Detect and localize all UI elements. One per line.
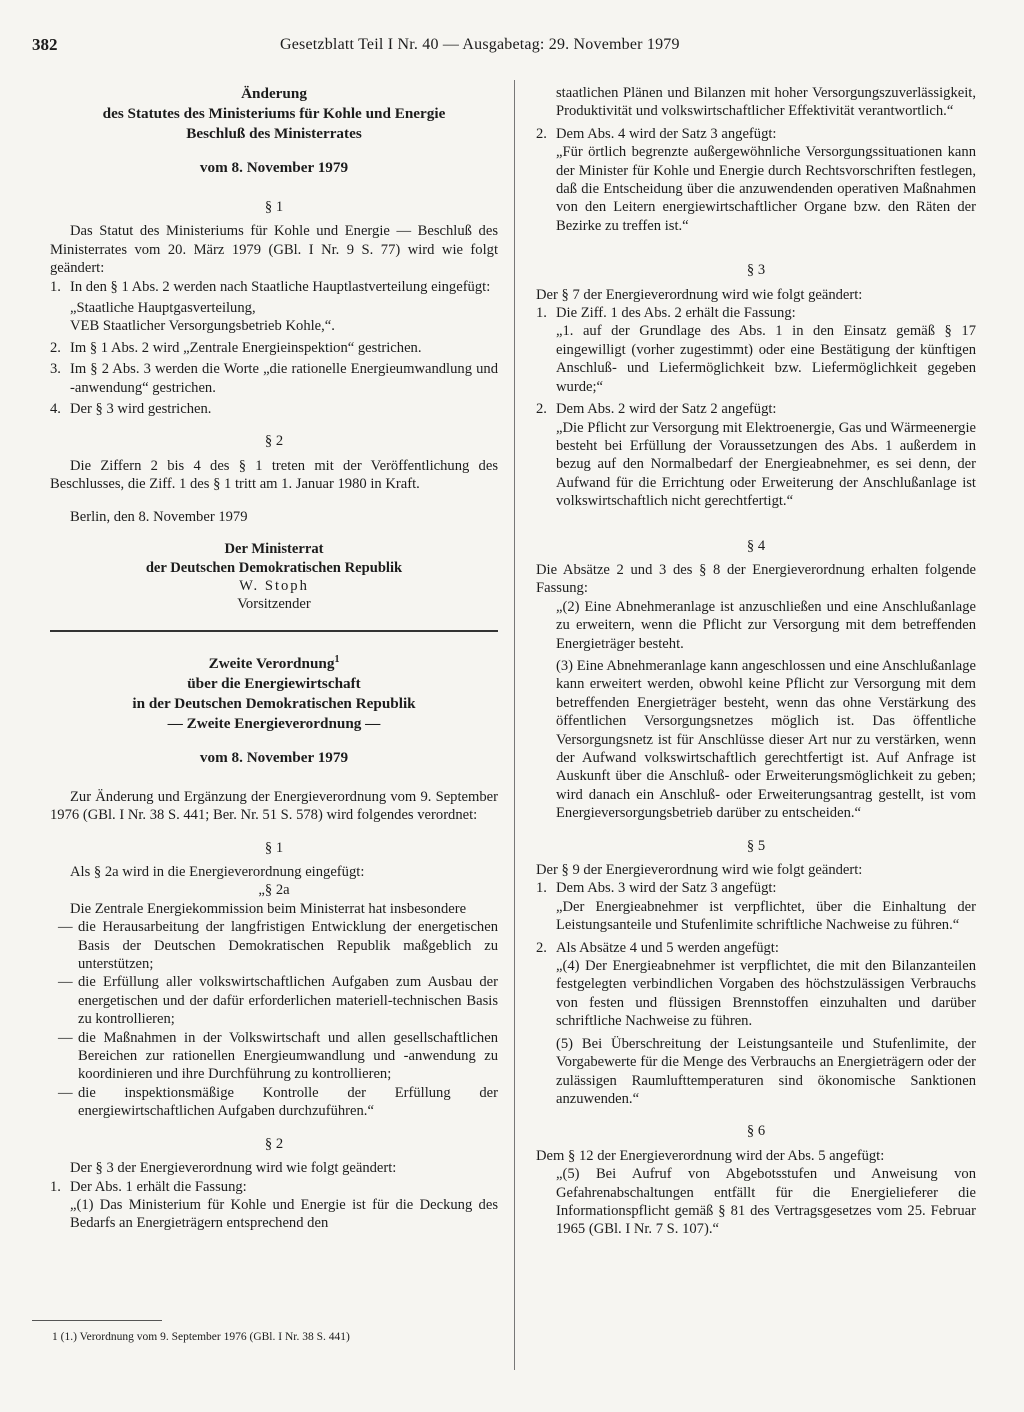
right-column <box>536 84 976 1239</box>
list-number: 1. <box>50 278 61 295</box>
doc2-section-heading: § 5 <box>746 837 766 854</box>
list-number: 1. <box>536 880 547 897</box>
doc1-section-heading: § 1 <box>264 199 284 215</box>
header-title: Gesetzblatt Teil I Nr. 40 — Ausgabetag: 29. November 1979 <box>280 36 680 53</box>
doc2-s6-intro: Dem § 12 der Energieverordnung wird der Abs. 5 angefügt: <box>536 1147 885 1164</box>
list-text: Der § 3 wird gestrichen. <box>70 401 212 418</box>
list-item <box>50 400 498 418</box>
quote-text: „(4) Der Energieabnehmer ist verpflichtet, die mit den Bilanzanteilen festgelegten verbindlichen Vorgaben des höchstzulässigen Verbrauchs von festen und flüssigen Brennstoffen einzuhalten und darüber schriftliche Nachweise zu führen. <box>556 958 976 1030</box>
list-item: — die Erfüllung aller volkswirtschaftlichen Aufgaben zum Ausbau der energetischen und der dafür erforderlichen materiell-technischen Basis zu kontrollieren; <box>58 974 498 1028</box>
quote-line: VEB Staatlicher Versorgungsbetrieb Kohle,“. <box>70 318 335 335</box>
list-item <box>50 360 498 397</box>
quote-text: „(1) Das Ministerium für Kohle und Energie ist für die Deckung des Bedarfs an Energieträgern entsprechend den <box>70 1196 498 1232</box>
doc2-section-heading: § 1 <box>264 839 284 856</box>
doc2-s5-intro: Der § 9 der Energieverordnung wird wie folgt geändert: <box>536 862 863 879</box>
footnote-divider <box>32 1320 162 1321</box>
quote-line: „Staatliche Hauptgasverteilung, <box>70 300 256 317</box>
page-number: 382 <box>32 35 58 54</box>
doc1-section-heading: § 2 <box>264 433 284 450</box>
doc2-section-heading: § 2 <box>264 1135 284 1152</box>
quote-text: „Der Energieabnehmer ist verpflichtet, über die Einhaltung der Leistungsanteile und Stufenlimite schriftliche Nachweise zu führen.“ <box>556 898 976 934</box>
list-number: 2. <box>536 401 547 418</box>
doc2-section-heading: § 3 <box>746 262 766 279</box>
list-number: 2. <box>50 339 61 356</box>
quote-text: „(5) Bei Aufruf von Abgebotsstufen und Anweisung von Gefahrenabschaltungen entfällt für die Energielieferer die Informationspflicht gemäß § 81 des Vertragsgesetzes vom 25. Februar 1965 (GBl. I Nr. 7 S. 107).“ <box>556 1166 976 1238</box>
doc2-title-line: Zweite Verordnung$^1$ <box>208 653 340 672</box>
list-number: 3. <box>50 361 61 378</box>
doc2-s4-intro: Die Absätze 2 und 3 des § 8 der Energieverordnung erhalten folgende Fassung: <box>536 561 976 597</box>
page-header <box>32 36 992 60</box>
list-text: Dem Abs. 4 wird der Satz 3 angefügt: <box>556 125 777 142</box>
signature-org: Der Ministerrat <box>224 541 324 558</box>
quote-text: „1. auf der Grundlage des Abs. 1 in den Einsatz gemäß § 17 eingewilligt (vorher zugestimmt) oder eine Bestätigung der künftigen Anschluß- und Liefermöglichkeit bzw. Liefermöglichkeit gegeben wurde;“ <box>556 323 976 395</box>
doc1-date: vom 8. November 1979 <box>199 159 349 176</box>
list-item: — die Maßnahmen in der Volkswirtschaft und allen gesellschaftlichen Bereichen zur rationellen Energieumwandlung und -anwendung zu koordinieren und ihre Durchführung zu kontrollieren; <box>58 1029 498 1083</box>
list-text: Als Absätze 4 und 5 werden angefügt: <box>556 939 779 956</box>
quote-text: „Für örtlich begrenzte außergewöhnliche Versorgungssituationen kann der Minister für Kohle und Energie durch Rechtsvorschriften festlegen, daß die Entscheidung über die anzuwendenden operativen Maßnahmen von den Leitern energiewirtschaftlicher Organe bzw. den Räten der Bezirke zu treffen ist.“ <box>556 144 976 234</box>
doc1-title-line: Änderung <box>241 85 307 102</box>
list-text: Dem Abs. 3 wird der Satz 3 angefügt: <box>556 880 777 897</box>
list-item <box>536 400 976 510</box>
doc2-section-heading: § 6 <box>746 1123 766 1140</box>
doc2-s3-intro: Der § 7 der Energieverordnung wird wie folgt geändert: <box>536 286 863 303</box>
list-number: 1. <box>536 305 547 322</box>
list-text: In den § 1 Abs. 2 werden nach Staatliche Hauptlastverteilung eingefügt: <box>70 278 491 295</box>
list-item: — die Herausarbeitung der langfristigen Entwicklung der energetischen Basis der Deutschen Demokratischen Republik maßgeblich zu unterstützen; <box>58 919 498 973</box>
list-item <box>50 339 498 357</box>
list-number: 2. <box>536 939 547 956</box>
quote-text: „(2) Eine Abnehmeranlage ist anzuschließen und eine Anschlußanlage zu erweitern, wenn die Pflicht zur Versorgung mit dem betreffenden Energieträger besteht. <box>556 598 976 652</box>
list-number: 2. <box>536 125 547 142</box>
doc1-s1-intro: Das Statut des Ministeriums für Kohle und Energie — Beschluß des Ministerrates vom 20. März 1979 (GBl. I Nr. 9 S. 77) wird wie folgt geändert: <box>50 223 498 277</box>
doc2-s1-text: Als § 2a wird in die Energieverordnung eingefügt: <box>70 864 365 880</box>
signature-name: W. Stoph <box>239 577 309 594</box>
doc1-title-line: Beschluß des Ministerrates <box>186 125 362 142</box>
list-number: 4. <box>50 401 61 418</box>
list-item <box>536 939 976 1109</box>
list-text: Die Ziff. 1 des Abs. 2 erhält die Fassung: <box>556 305 796 322</box>
list-item <box>536 125 976 235</box>
doc2-title-line: über die Energiewirtschaft <box>187 674 361 692</box>
doc2-s2-intro: Der § 3 der Energieverordnung wird wie folgt geändert: <box>70 1160 397 1177</box>
list-number: 1. <box>50 1178 61 1195</box>
section-divider <box>50 630 498 632</box>
signature-org: der Deutschen Demokratischen Republik <box>145 559 403 576</box>
place-date: Berlin, den 8. November 1979 <box>70 508 248 525</box>
column-divider <box>514 80 515 1370</box>
list-item: — die inspektionsmäßige Kontrolle der Erfüllung der energiewirtschaftlichen Aufgaben durchzuführen.“ <box>58 1084 498 1120</box>
doc2-intro: Zur Änderung und Ergänzung der Energieverordnung vom 9. September 1976 (GBl. I Nr. 38 S. 441; Ber. Nr. 51 S. 578) wird folgendes verordnet: <box>50 788 498 824</box>
signature-role: Vorsitzender <box>237 596 311 613</box>
list-text: Im § 2 Abs. 3 werden die Worte „die rationelle Energieumwandlung und -anwendung“ gestrichen. <box>70 361 498 396</box>
doc1-s2-text: Die Ziffern 2 bis 4 des § 1 treten mit der Veröffentlichung des Beschlusses, die Ziff. 1 des § 1 tritt am 1. Januar 1980 in Kraft. <box>50 457 498 493</box>
quote-text: (5) Bei Überschreitung der Leistungsanteile und Stufenlimite, der Vorgabewerte für die Menge des Verbrauchs an Energieträgern oder der zulässigen Raumlufttemperaturen sind ökonomische Sanktionen anzuwenden.“ <box>556 1035 976 1107</box>
s2a-intro: Die Zentrale Energiekommission beim Ministerrat hat insbesondere <box>70 900 467 917</box>
list-item <box>50 1178 498 1233</box>
footnote: 1 (1.) Verordnung vom 9. September 1976 (GBl. I Nr. 38 S. 441) <box>52 1331 350 1343</box>
quote-text: (3) Eine Abnehmeranlage kann angeschlossen und eine Anschlußanlage kann erweitert werden, obwohl keine Pflicht zur Versorgung mit dem betreffenden Energieträger besteht, wenn das ohne Verstärkung des öffentlichen Versorgungsnetzes möglich ist. Das öffentliche Versorgungsnetz ist für Anschlüsse dieser Art nur zu verstärken, wenn der Aufwand volkswirtschaftlich gerechtfertigt ist. Auf Anfrage ist Auskunft über die Anschluß- oder Erweiterungsmöglichkeit zu geben; wird danach ein Anschluß- oder Erweiterungsantrag gestellt, ist vom Energieversorgungsbetrieb darüber zu entscheiden.“ <box>556 657 976 822</box>
doc1-title-line: des Statutes des Ministeriums für Kohle und Energie <box>102 105 446 122</box>
s2a-heading: „§ 2a <box>258 882 290 899</box>
list-item <box>536 304 976 396</box>
doc2-date: vom 8. November 1979 <box>199 748 349 766</box>
doc2-section-heading: § 4 <box>746 537 766 554</box>
list-text: Dem Abs. 2 wird der Satz 2 angefügt: <box>556 401 777 418</box>
list-text: Der Abs. 1 erhält die Fassung: <box>70 1178 247 1195</box>
list-text: Im § 1 Abs. 2 wird „Zentrale Energieinspektion“ gestrichen. <box>70 339 422 356</box>
quote-text: „Die Pflicht zur Versorgung mit Elektroenergie, Gas und Wärmeenergie besteht bei Erfüllung der Voraussetzungen des Abs. 1 außerdem in bezug auf den Normalbedarf der Energieabnehmer, es sei denn, der Aufwand für die Errichtung oder Erweiterung der Anschlußanlage ist volkswirtschaftlich nicht gerechtfertigt.“ <box>556 419 976 510</box>
doc2-title-line: — Zweite Energieverordnung — <box>167 714 381 732</box>
left-column <box>50 84 498 1233</box>
quote-text: staatlichen Plänen und Bilanzen mit hoher Versorgungszuverlässigkeit, Produktivität und volkswirtschaftlicher Effektivität verantwortlich.“ <box>556 85 976 120</box>
doc2-title-line: in der Deutschen Demokratischen Republik <box>132 694 416 712</box>
footnote-ref: 1 <box>334 653 340 665</box>
list-item <box>50 278 498 336</box>
list-item <box>536 879 976 934</box>
